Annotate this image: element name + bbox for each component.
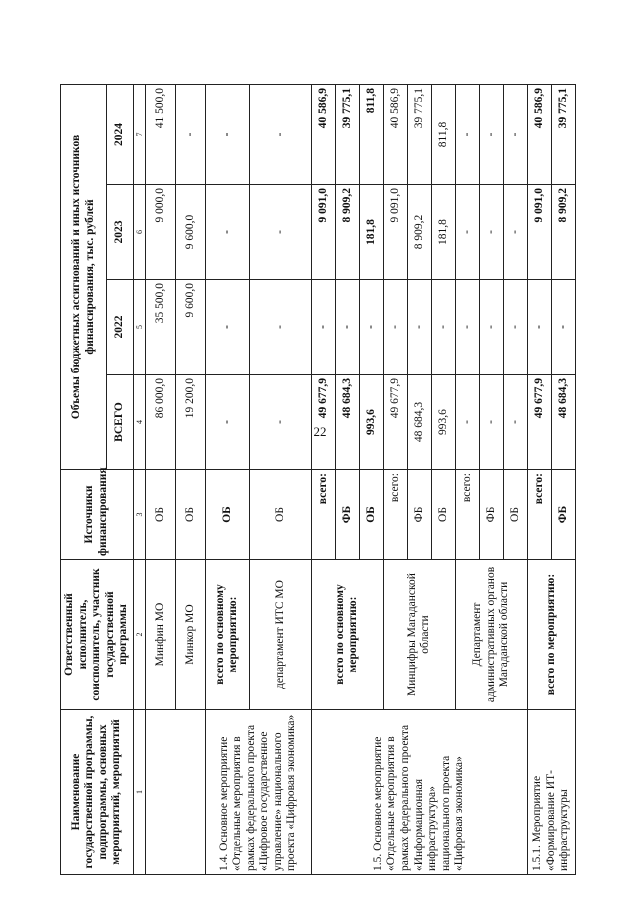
value-2023-cell: 181,8 — [431, 185, 455, 280]
total-cell: - — [503, 375, 527, 470]
source-cell: ФБ — [551, 470, 575, 560]
source-cell: ОБ — [145, 470, 175, 560]
source-cell: ФБ — [335, 470, 359, 560]
value-2023-cell: 9 091,0 — [527, 185, 551, 280]
value-2023-cell: 9 091,0 — [311, 185, 335, 280]
header-2024: 2024 — [107, 84, 134, 184]
value-2024-cell: 39 775,1 — [335, 84, 359, 184]
total-cell: 993,6 — [431, 375, 455, 470]
value-2023-cell: 8 909,2 — [335, 185, 359, 280]
header-name: Наименование государственной программы, подпрограммы, основных мероприятий, мероприятий — [61, 710, 134, 875]
value-2023-cell: - — [503, 185, 527, 280]
responsible-cell: Минцифры Магаданской области — [383, 560, 455, 710]
col-number: 5 — [133, 280, 145, 375]
total-cell: 49 677,9 — [527, 375, 551, 470]
value-2022-cell: - — [527, 280, 551, 375]
value-2022-cell: - — [551, 280, 575, 375]
value-2023-cell: - — [455, 185, 479, 280]
col-number: 4 — [133, 375, 145, 470]
col-number: 1 — [133, 710, 145, 875]
value-2024-cell: - — [249, 84, 311, 184]
header-row-1 — [61, 84, 107, 874]
value-2022-cell: - — [383, 280, 407, 375]
value-2022-cell: - — [205, 280, 249, 375]
source-cell: ОБ — [431, 470, 455, 560]
value-2022-cell: 9 600,0 — [175, 280, 205, 375]
responsible-cell: всего по мероприятию: — [527, 560, 575, 710]
responsible-cell: департамент ИТС МО — [249, 560, 311, 710]
responsible-cell: всего по основному мероприятию: — [205, 560, 249, 710]
col-number: 7 — [133, 84, 145, 184]
table-row — [311, 84, 335, 874]
total-cell: 48 684,3 — [335, 375, 359, 470]
responsible-cell: Минкор МО — [175, 560, 205, 710]
value-2022-cell: - — [407, 280, 431, 375]
value-2023-cell: - — [479, 185, 503, 280]
col-number: 2 — [133, 560, 145, 710]
value-2023-cell: 9 000,0 — [145, 185, 175, 280]
value-2023-cell: 8 909,2 — [551, 185, 575, 280]
total-cell: 48 684,3 — [551, 375, 575, 470]
total-cell: - — [249, 375, 311, 470]
source-cell: всего: — [527, 470, 551, 560]
total-cell: 49 677,9 — [311, 375, 335, 470]
value-2022-cell: 35 500,0 — [145, 280, 175, 375]
source-cell: всего: — [383, 470, 407, 560]
value-2023-cell: - — [205, 185, 249, 280]
value-2022-cell: - — [335, 280, 359, 375]
header-volumes: Объемы бюджетных ассигнований и иных источников финансирования, тыс. рублей — [61, 84, 107, 469]
responsible-cell: Департамент административных органов Магаданской области — [455, 560, 527, 710]
value-2022-cell: - — [311, 280, 335, 375]
responsible-cell: Минфин МО — [145, 560, 175, 710]
table-row — [527, 84, 551, 874]
rotated-table-wrapper — [60, 85, 580, 875]
value-2024-cell: - — [503, 84, 527, 184]
table-row — [205, 84, 249, 874]
value-2024-cell: 41 500,0 — [145, 84, 175, 184]
value-2023-cell: 8 909,2 — [407, 185, 431, 280]
value-2024-cell: 39 775,1 — [551, 84, 575, 184]
source-cell: всего: — [455, 470, 479, 560]
budget-table — [60, 84, 576, 875]
name-cell: 1.4. Основное мероприятие «Отдельные мероприятия в рамках федерального проекта «Цифровое государственное управление» национального проекта «Цифровая экономика» — [205, 710, 311, 875]
header-sources: Источники финансирования — [61, 470, 134, 560]
value-2024-cell: 40 586,9 — [527, 84, 551, 184]
header-2022: 2022 — [107, 280, 134, 375]
source-cell: ОБ — [205, 470, 249, 560]
header-total: ВСЕГО — [107, 375, 134, 470]
value-2022-cell: - — [431, 280, 455, 375]
value-2024-cell: 811,8 — [359, 84, 383, 184]
value-2024-cell: 39 775,1 — [407, 84, 431, 184]
source-cell: ОБ — [359, 470, 383, 560]
value-2022-cell: - — [359, 280, 383, 375]
value-2022-cell: - — [479, 280, 503, 375]
name-cell: 1.5.1. Мероприятие «Формирование ИТ-инфраструктуры — [527, 710, 575, 875]
value-2024-cell: 40 586,9 — [383, 84, 407, 184]
column-number-row — [133, 84, 145, 874]
name-cell: 1.5. Основное мероприятие «Отдельные мероприятия в рамках федерального проекта «Информационная инфраструктура» национального проекта «Цифровая экономика» — [311, 710, 527, 875]
value-2024-cell: - — [205, 84, 249, 184]
value-2024-cell: - — [479, 84, 503, 184]
value-2022-cell: - — [249, 280, 311, 375]
page-number: 22 — [313, 424, 327, 439]
value-2023-cell: - — [249, 185, 311, 280]
value-2024-cell: 40 586,9 — [311, 84, 335, 184]
value-2024-cell: - — [455, 84, 479, 184]
header-2023: 2023 — [107, 185, 134, 280]
value-2022-cell: - — [503, 280, 527, 375]
total-cell: 19 200,0 — [175, 375, 205, 470]
total-cell: 86 000,0 — [145, 375, 175, 470]
value-2024-cell: - — [175, 84, 205, 184]
source-cell: ОБ — [503, 470, 527, 560]
total-cell: - — [455, 375, 479, 470]
total-cell: 48 684,3 — [407, 375, 431, 470]
name-cell — [145, 710, 205, 875]
value-2024-cell: 811,8 — [431, 84, 455, 184]
source-cell: ОБ — [249, 470, 311, 560]
total-cell: 49 677,9 — [383, 375, 407, 470]
value-2023-cell: 9 091,0 — [383, 185, 407, 280]
source-cell: ФБ — [479, 470, 503, 560]
responsible-cell: всего по основному мероприятию: — [311, 560, 383, 710]
total-cell: - — [205, 375, 249, 470]
table-row — [145, 84, 175, 874]
value-2023-cell: 9 600,0 — [175, 185, 205, 280]
value-2023-cell: 181,8 — [359, 185, 383, 280]
source-cell: всего: — [311, 470, 335, 560]
total-cell: - — [479, 375, 503, 470]
value-2022-cell: - — [455, 280, 479, 375]
source-cell: ФБ — [407, 470, 431, 560]
col-number: 6 — [133, 185, 145, 280]
source-cell: ОБ — [175, 470, 205, 560]
col-number: 3 — [133, 470, 145, 560]
total-cell: 993,6 — [359, 375, 383, 470]
header-responsible: Ответственный исполнитель, соисполнитель, участник государственной программы — [61, 560, 134, 710]
